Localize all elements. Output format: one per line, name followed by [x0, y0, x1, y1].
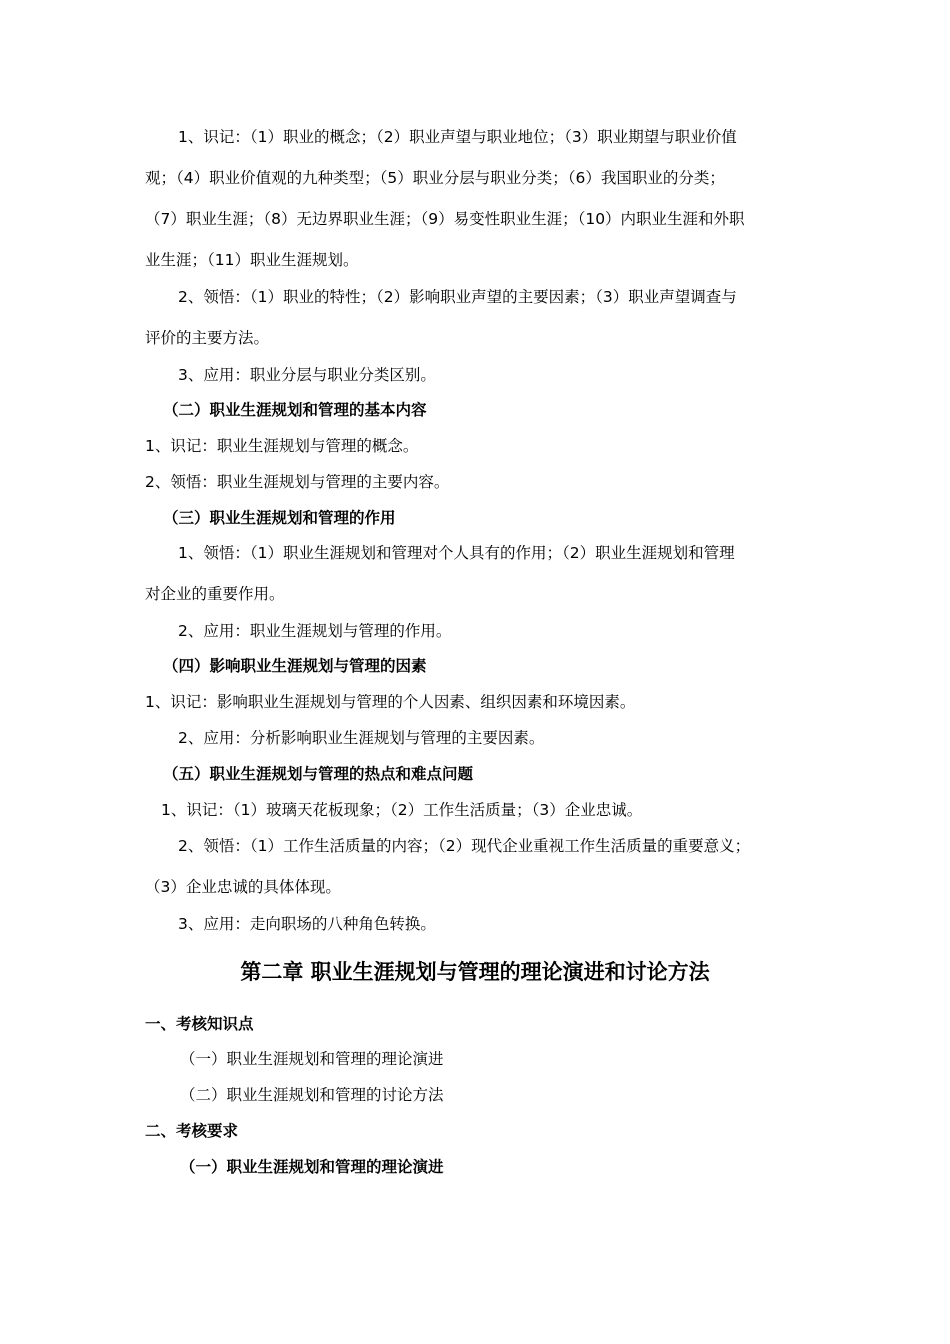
text-line: 业生涯；（11）职业生涯规划。: [145, 251, 359, 269]
text-line: （7）职业生涯；（8）无边界职业生涯；（9）易变性职业生涯；（10）内职业生涯和外职: [145, 210, 745, 228]
section-heading: （二）职业生涯规划和管理的基本内容: [163, 401, 427, 419]
text-line: 2、应用：分析影响职业生涯规划与管理的主要因素。: [178, 729, 545, 747]
text-line: 2、领悟：（1）职业的特性；（2）影响职业声望的主要因素；（3）职业声望调查与: [178, 288, 737, 306]
section-heading: 二、考核要求: [145, 1122, 239, 1140]
text-line: 1、识记：（1）玻璃天花板现象；（2）工作生活质量；（3）企业忠诚。: [161, 801, 643, 819]
text-line: 2、应用：职业生涯规划与管理的作用。: [178, 622, 452, 640]
text-line: 对企业的重要作用。: [145, 585, 285, 603]
chapter-title: 第二章 职业生涯规划与管理的理论演进和讨论方法: [240, 960, 710, 984]
text-line: 1、识记：（1）职业的概念；（2）职业声望与职业地位；（3）职业期望与职业价值: [178, 128, 737, 146]
text-line: （3）企业忠诚的具体体现。: [145, 878, 341, 896]
section-heading: （一）职业生涯规划和管理的理论演进: [180, 1158, 444, 1176]
text-line: 1、识记：职业生涯规划与管理的概念。: [145, 437, 419, 455]
text-line: 评价的主要方法。: [145, 329, 270, 347]
text-line: 3、应用：职业分层与职业分类区别。: [178, 366, 436, 384]
text-line: 1、识记：影响职业生涯规划与管理的个人因素、组织因素和环境因素。: [145, 693, 636, 711]
text-line: 3、应用：走向职场的八种角色转换。: [178, 915, 436, 933]
text-line: 2、领悟：职业生涯规划与管理的主要内容。: [145, 473, 450, 491]
text-line: 2、领悟：（1）工作生活质量的内容；（2）现代企业重视工作生活质量的重要意义；: [178, 837, 751, 855]
section-heading: 一、考核知识点: [145, 1015, 254, 1033]
section-heading: （五）职业生涯规划与管理的热点和难点问题: [163, 765, 474, 783]
text-line: 1、领悟：（1）职业生涯规划和管理对个人具有的作用；（2）职业生涯规划和管理: [178, 544, 735, 562]
text-line: （一）职业生涯规划和管理的理论演进: [180, 1050, 444, 1068]
text-line: （二）职业生涯规划和管理的讨论方法: [180, 1086, 444, 1104]
section-heading: （四）影响职业生涯规划与管理的因素: [163, 657, 427, 675]
text-line: 观；（4）职业价值观的九种类型；（5）职业分层与职业分类；（6）我国职业的分类；: [145, 169, 725, 187]
section-heading: （三）职业生涯规划和管理的作用: [163, 509, 396, 527]
